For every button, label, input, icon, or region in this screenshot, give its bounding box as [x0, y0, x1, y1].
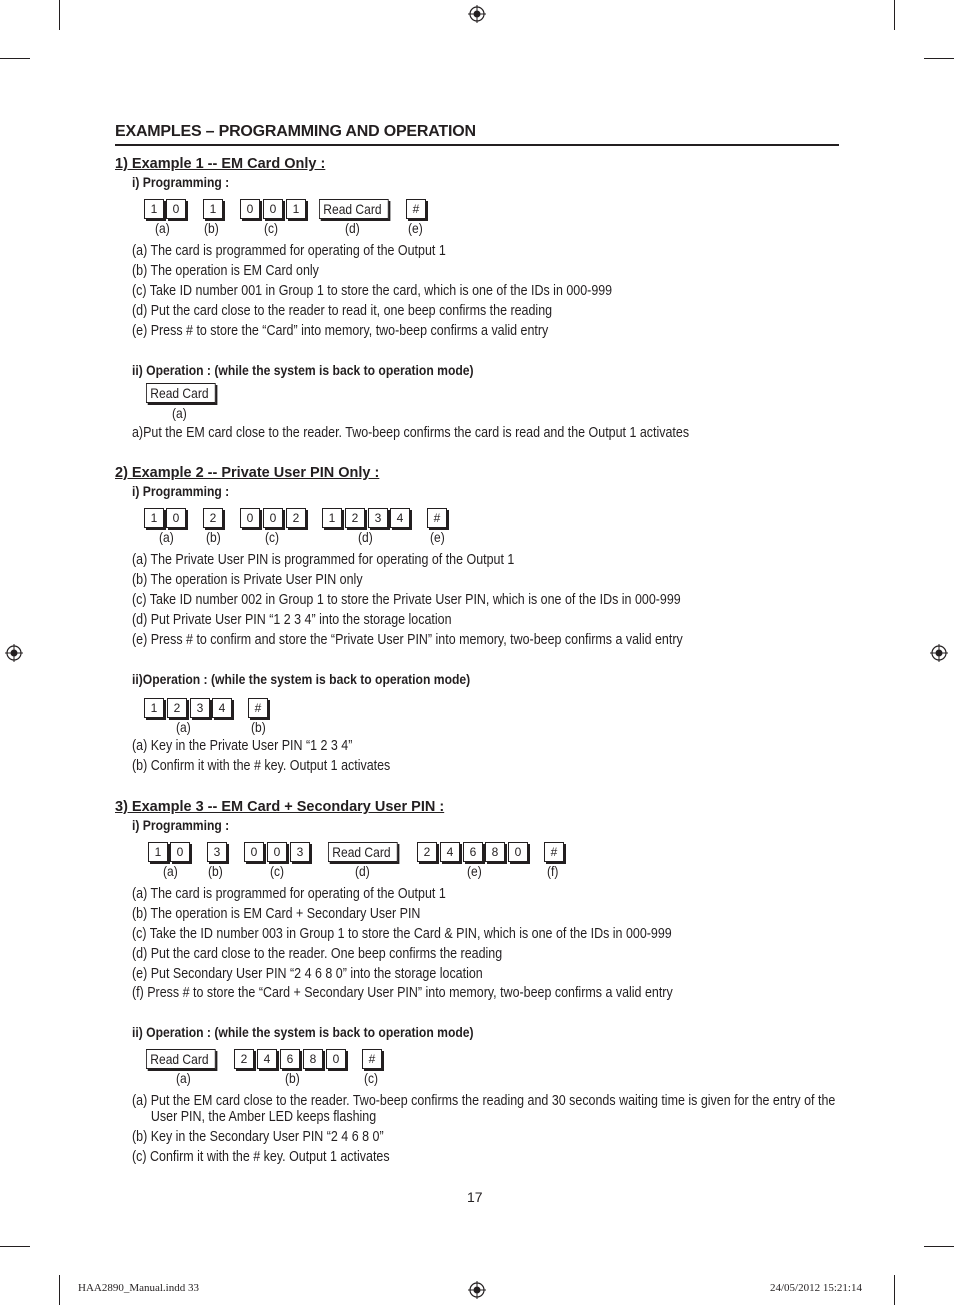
- keypad-key: 2: [203, 508, 223, 528]
- description-line: (a) The Private User PIN is programmed for operating of the Output 1: [132, 552, 515, 568]
- crop-mark: [59, 0, 60, 30]
- keypad-key: 0: [240, 508, 260, 528]
- keypad-key: #: [427, 508, 447, 528]
- footer-timestamp: 24/05/2012 15:21:14: [770, 1282, 862, 1294]
- keypad-key: #: [248, 698, 268, 718]
- keypad-key: 1: [286, 199, 306, 219]
- description-line: (a) Key in the Private User PIN “1 2 3 4”: [132, 738, 353, 754]
- registration-mark-icon: [930, 644, 948, 662]
- step-label: (c): [270, 863, 285, 879]
- step-label: (a): [176, 1070, 191, 1086]
- step-label: (a): [176, 719, 191, 735]
- read-card-key: Read Card: [146, 1049, 216, 1069]
- crop-mark: [59, 1275, 60, 1305]
- title-rule: [115, 144, 839, 146]
- crop-mark: [924, 58, 954, 59]
- crop-mark: [0, 1246, 30, 1247]
- description-line: (a) Put the EM card close to the reader. Two-beep confirms the reading and 30 seconds waiting time is given for the entry of the User PIN, the Amber LED keeps flashing: [132, 1093, 836, 1125]
- example-3-operation-title: ii) Operation : (while the system is back to operation mode): [132, 1025, 474, 1040]
- keypad-key: 4: [390, 508, 410, 528]
- keypad-key: 2: [345, 508, 365, 528]
- keypad-key: 1: [144, 508, 164, 528]
- crop-mark: [894, 0, 895, 30]
- keypad-key: 3: [207, 842, 227, 862]
- keypad-key: 1: [203, 199, 223, 219]
- read-card-key: Read Card: [146, 383, 216, 403]
- description-line: (b) Key in the Secondary User PIN “2 4 6 8 0”: [132, 1129, 384, 1145]
- step-label: (b): [285, 1070, 300, 1086]
- crop-mark: [924, 1246, 954, 1247]
- example-2-operation-title: ii)Operation : (while the system is back to operation mode): [132, 672, 471, 687]
- keypad-key: 1: [322, 508, 342, 528]
- description-line: (c) Take ID number 001 in Group 1 to store the card, which is one of the IDs in 000-999: [132, 283, 613, 299]
- keypad-key: 0: [166, 508, 186, 528]
- registration-mark-icon: [468, 5, 486, 23]
- description-line: (d) Put the card close to the reader. One beep confirms the reading: [132, 946, 503, 962]
- step-label: (d): [355, 863, 370, 879]
- step-label: (c): [364, 1070, 379, 1086]
- keypad-key: 0: [267, 842, 287, 862]
- crop-mark: [0, 58, 30, 59]
- registration-mark-icon: [5, 644, 23, 662]
- step-label: (b): [208, 863, 223, 879]
- keypad-key: 4: [257, 1049, 277, 1069]
- keypad-key: 0: [166, 199, 186, 219]
- keypad-key: 1: [144, 698, 164, 718]
- keypad-key: 0: [508, 842, 528, 862]
- example-1-title: 1) Example 1 -- EM Card Only :: [115, 156, 326, 172]
- step-label: (d): [358, 529, 373, 545]
- example-3-title: 3) Example 3 -- EM Card + Secondary User PIN :: [115, 799, 445, 815]
- keypad-key: #: [544, 842, 564, 862]
- description-line: (e) Press # to store the “Card” into memory, two-beep confirms a valid entry: [132, 323, 549, 339]
- step-label: (e): [467, 863, 482, 879]
- keypad-key: 1: [148, 842, 168, 862]
- keypad-key: 2: [167, 698, 187, 718]
- step-label: (b): [251, 719, 266, 735]
- page-number: 17: [467, 1189, 483, 1205]
- keypad-key: 6: [280, 1049, 300, 1069]
- keypad-key: 3: [190, 698, 210, 718]
- description-line: (b) The operation is EM Card only: [132, 263, 319, 279]
- keypad-key: 0: [170, 842, 190, 862]
- step-label: (b): [204, 220, 219, 236]
- description-line: (a) The card is programmed for operating of the Output 1: [132, 243, 446, 259]
- step-label: (b): [206, 529, 221, 545]
- description-line: (e) Press # to confirm and store the “Private User PIN” into memory, two-beep confirms a valid entry: [132, 632, 683, 648]
- step-label: (f): [547, 863, 559, 879]
- keypad-key: 3: [368, 508, 388, 528]
- description-line: (c) Take the ID number 003 in Group 1 to store the Card & PIN, which is one of the IDs in 000-999: [132, 926, 672, 942]
- step-label: (a): [172, 405, 187, 421]
- keypad-key: #: [406, 199, 426, 219]
- description-line: (f) Press # to store the “Card + Secondary User PIN” into memory, two-beep confirms a valid entry: [132, 985, 673, 1001]
- description-line: (c) Confirm it with the # key. Output 1 activates: [132, 1149, 390, 1165]
- keypad-key: 2: [417, 842, 437, 862]
- keypad-key: 6: [463, 842, 483, 862]
- keypad-key: 1: [144, 199, 164, 219]
- description-line: (e) Put Secondary User PIN “2 4 6 8 0” into the storage location: [132, 966, 483, 982]
- keypad-key: 2: [286, 508, 306, 528]
- keypad-key: 0: [326, 1049, 346, 1069]
- keypad-key: 0: [263, 199, 283, 219]
- step-label: (d): [345, 220, 360, 236]
- keypad-key: 8: [485, 842, 505, 862]
- step-label: (a): [163, 863, 178, 879]
- keypad-key: 3: [290, 842, 310, 862]
- keypad-key: #: [362, 1049, 382, 1069]
- keypad-key: 0: [244, 842, 264, 862]
- section-title: EXAMPLES – PROGRAMMING AND OPERATION: [115, 123, 476, 140]
- keypad-key: 0: [240, 199, 260, 219]
- read-card-key: Read Card: [328, 842, 398, 862]
- keypad-key: 0: [263, 508, 283, 528]
- step-label: (e): [430, 529, 445, 545]
- step-label: (e): [408, 220, 423, 236]
- description-line: (b) The operation is EM Card + Secondary User PIN: [132, 906, 421, 922]
- keypad-key: 4: [212, 698, 232, 718]
- keypad-key: 2: [234, 1049, 254, 1069]
- keypad-key: 8: [303, 1049, 323, 1069]
- example-1-operation-title: ii) Operation : (while the system is back to operation mode): [132, 363, 474, 378]
- description-line: (c) Take ID number 002 in Group 1 to store the Private User PIN, which is one of the IDs in 000-999: [132, 592, 681, 608]
- read-card-key: Read Card: [319, 199, 389, 219]
- registration-mark-icon: [468, 1281, 486, 1299]
- step-label: (a): [155, 220, 170, 236]
- step-label: (a): [159, 529, 174, 545]
- description-line: (a) The card is programmed for operating of the Output 1: [132, 886, 446, 902]
- example-2-programming-title: i) Programming :: [132, 484, 230, 499]
- example-3-programming-title: i) Programming :: [132, 818, 230, 833]
- step-label: (c): [264, 220, 279, 236]
- description-line: (d) Put the card close to the reader to read it, one beep confirms the reading: [132, 303, 553, 319]
- keypad-key: 4: [440, 842, 460, 862]
- description-line: (b) The operation is Private User PIN only: [132, 572, 363, 588]
- example-1-programming-title: i) Programming :: [132, 175, 230, 190]
- description-line: (d) Put Private User PIN “1 2 3 4” into the storage location: [132, 612, 452, 628]
- example-2-title: 2) Example 2 -- Private User PIN Only :: [115, 465, 380, 481]
- step-label: (c): [265, 529, 280, 545]
- crop-mark: [894, 1275, 895, 1305]
- description-line: a)Put the EM card close to the reader. Two-beep confirms the card is read and the Output 1 activates: [132, 425, 690, 441]
- description-line: (b) Confirm it with the # key. Output 1 activates: [132, 758, 391, 774]
- footer-filename: HAA2890_Manual.indd 33: [78, 1282, 199, 1294]
